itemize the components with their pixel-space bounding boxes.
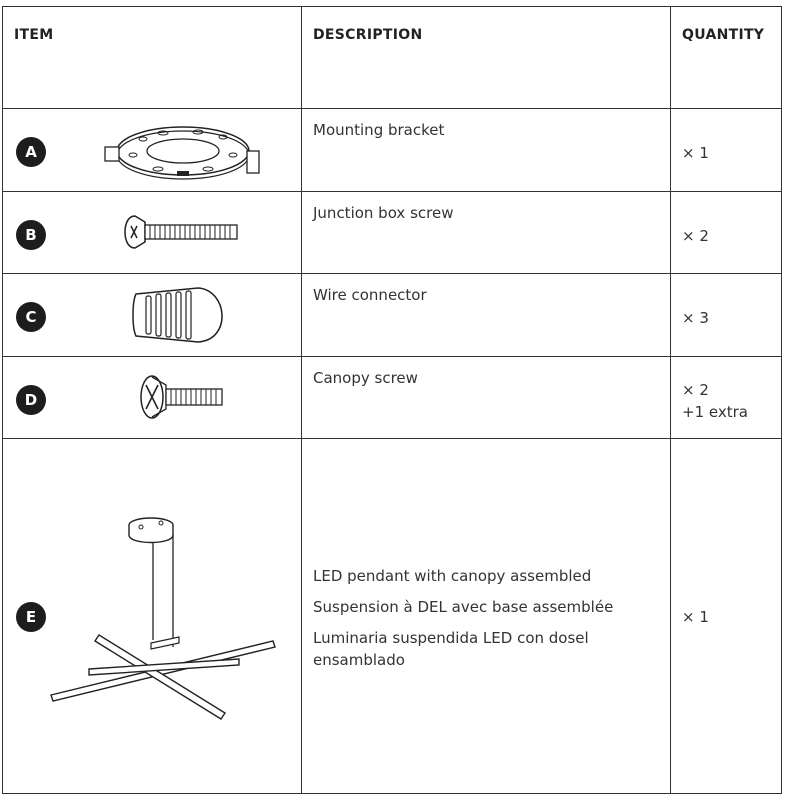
mounting-bracket-icon: [103, 117, 263, 187]
header-description: DESCRIPTION: [313, 27, 423, 43]
item-description: Junction box screw: [313, 204, 454, 222]
parts-table: [2, 6, 782, 794]
table-row: [3, 109, 781, 192]
header-item: ITEM: [14, 27, 54, 43]
junction-box-screw-icon: [123, 212, 243, 252]
description-french: Suspension à DEL avec base assemblée: [313, 598, 614, 616]
description-english: LED pendant with canopy assembled: [313, 567, 592, 585]
item-description: [313, 565, 643, 680]
item-quantity: × 2: [682, 227, 709, 245]
item-description: Mounting bracket: [313, 121, 445, 139]
item-letter-badge: A: [16, 137, 46, 167]
item-letter-badge: C: [16, 302, 46, 332]
item-quantity-main: × 2: [682, 381, 709, 399]
item-letter-badge: E: [16, 602, 46, 632]
header-quantity: QUANTITY: [682, 27, 765, 43]
item-quantity-extra: +1 extra: [682, 403, 748, 421]
led-pendant-icon: [43, 505, 283, 725]
table-row: [3, 274, 781, 357]
item-letter-badge: B: [16, 220, 46, 250]
item-description: Wire connector: [313, 286, 427, 304]
item-letter-badge: D: [16, 385, 46, 415]
item-quantity: × 3: [682, 309, 709, 327]
table-row: [3, 192, 781, 274]
wire-connector-icon: [128, 284, 238, 346]
item-quantity: × 1: [682, 608, 709, 626]
description-spanish: Luminaria suspendida LED con dosel ensamblado: [313, 629, 589, 669]
item-quantity: [682, 379, 748, 423]
table-row: [3, 439, 781, 795]
canopy-screw-icon: [138, 373, 228, 421]
item-description: Canopy screw: [313, 369, 418, 387]
table-row: [3, 357, 781, 439]
item-quantity: × 1: [682, 144, 709, 162]
header-row: [3, 7, 781, 109]
